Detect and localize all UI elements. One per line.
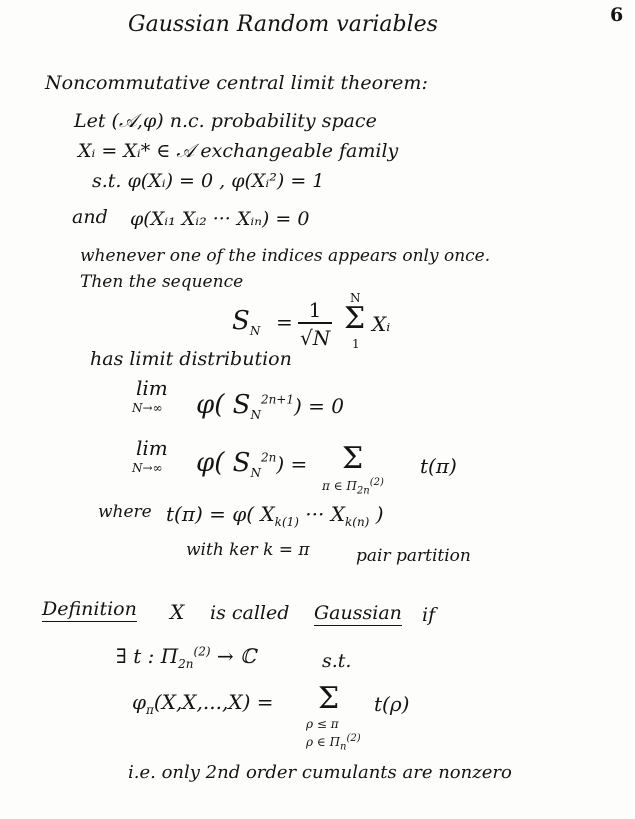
definition-sum-index-1: ρ ≤ π bbox=[306, 717, 339, 731]
where-expr: t(π) = φ( $X_{k(1)}$ ··· $X_{k(n)}$ ) bbox=[166, 502, 384, 529]
lim-odd-op: lim bbox=[136, 376, 168, 400]
definition-cumulant-lhs: $\varphi_\pi(X,X,...,X)$ = bbox=[132, 690, 274, 717]
sn-sum-sigma: Σ bbox=[344, 301, 366, 336]
lim-even-term: t(π) bbox=[420, 454, 457, 478]
pair-partition-label: pair partition bbox=[356, 546, 471, 566]
definition-sum-index-2: ρ ∈ $\Pi_n^{(2)}$ bbox=[306, 733, 361, 753]
page-number: 6 bbox=[610, 4, 624, 26]
definition-x: X bbox=[170, 600, 185, 624]
lim-even-sum-index: π ∈ $\Pi_{2n}^{(2)}$ bbox=[322, 477, 384, 497]
theorem-line-moments: s.t. φ(Xᵢ) = 0 , φ(Xᵢ²) = 1 bbox=[92, 170, 325, 192]
where-word: where bbox=[98, 502, 152, 522]
sn-fraction bbox=[298, 298, 332, 322]
theorem-line-vanishing: φ(Xᵢ₁ Xᵢ₂ ··· Xᵢₙ) = 0 bbox=[130, 208, 310, 230]
lim-even-op: lim bbox=[136, 436, 168, 460]
theorem-line-prob-space: Let (𝒜,φ) n.c. probability space bbox=[74, 110, 377, 132]
lim-odd-expr: φ( $S_N^{2n+1}) = 0$ bbox=[196, 390, 344, 423]
sn-fraction-bar bbox=[298, 322, 332, 324]
definition-gaussian-word: Gaussian bbox=[314, 602, 402, 624]
definition-is-called: is called bbox=[210, 602, 290, 624]
definition-st: s.t. bbox=[322, 650, 352, 672]
sn-sum-upper: N bbox=[350, 291, 361, 305]
lim-even-sigma: Σ bbox=[342, 441, 364, 476]
sn-denominator: √N bbox=[300, 326, 331, 350]
lim-even-sub: N→∞ bbox=[132, 461, 163, 475]
definition-exists-line: ∃ t : $\Pi_{2n}^{(2)}$ → ℂ bbox=[116, 644, 256, 671]
sn-numerator: 1 bbox=[308, 298, 322, 322]
theorem-line-limit-dist: has limit distribution bbox=[90, 348, 292, 370]
theorem-line-family: Xᵢ = Xᵢ* ∈ 𝒜 exchangeable family bbox=[78, 140, 399, 162]
theorem-and: and bbox=[72, 206, 108, 228]
sn-sum-lower: 1 bbox=[352, 337, 360, 351]
definition-cumulant-term: t(ρ) bbox=[374, 692, 410, 716]
definition-heading: Definition bbox=[42, 598, 137, 620]
definition-remark: i.e. only 2nd order cumulants are nonzero bbox=[128, 762, 512, 783]
page-title: Gaussian Random variables bbox=[128, 12, 438, 37]
sn-equals: = bbox=[276, 310, 293, 334]
sn-lhs: $S_N$ bbox=[232, 306, 261, 339]
with-kernel-line: with ker k = π bbox=[186, 540, 310, 560]
lim-odd-sub: N→∞ bbox=[132, 401, 163, 415]
theorem-line-whenever: whenever one of the indices appears only once. bbox=[80, 246, 491, 266]
definition-sigma: Σ bbox=[318, 681, 340, 716]
theorem-heading: Noncommutative central limit theorem: bbox=[45, 72, 428, 94]
theorem-line-then: Then the sequence bbox=[80, 272, 244, 292]
definition-if: if bbox=[422, 604, 436, 626]
lim-even-expr: φ( $S_N^{2n}$) = bbox=[196, 448, 308, 481]
sn-summand: Xᵢ bbox=[372, 312, 391, 336]
